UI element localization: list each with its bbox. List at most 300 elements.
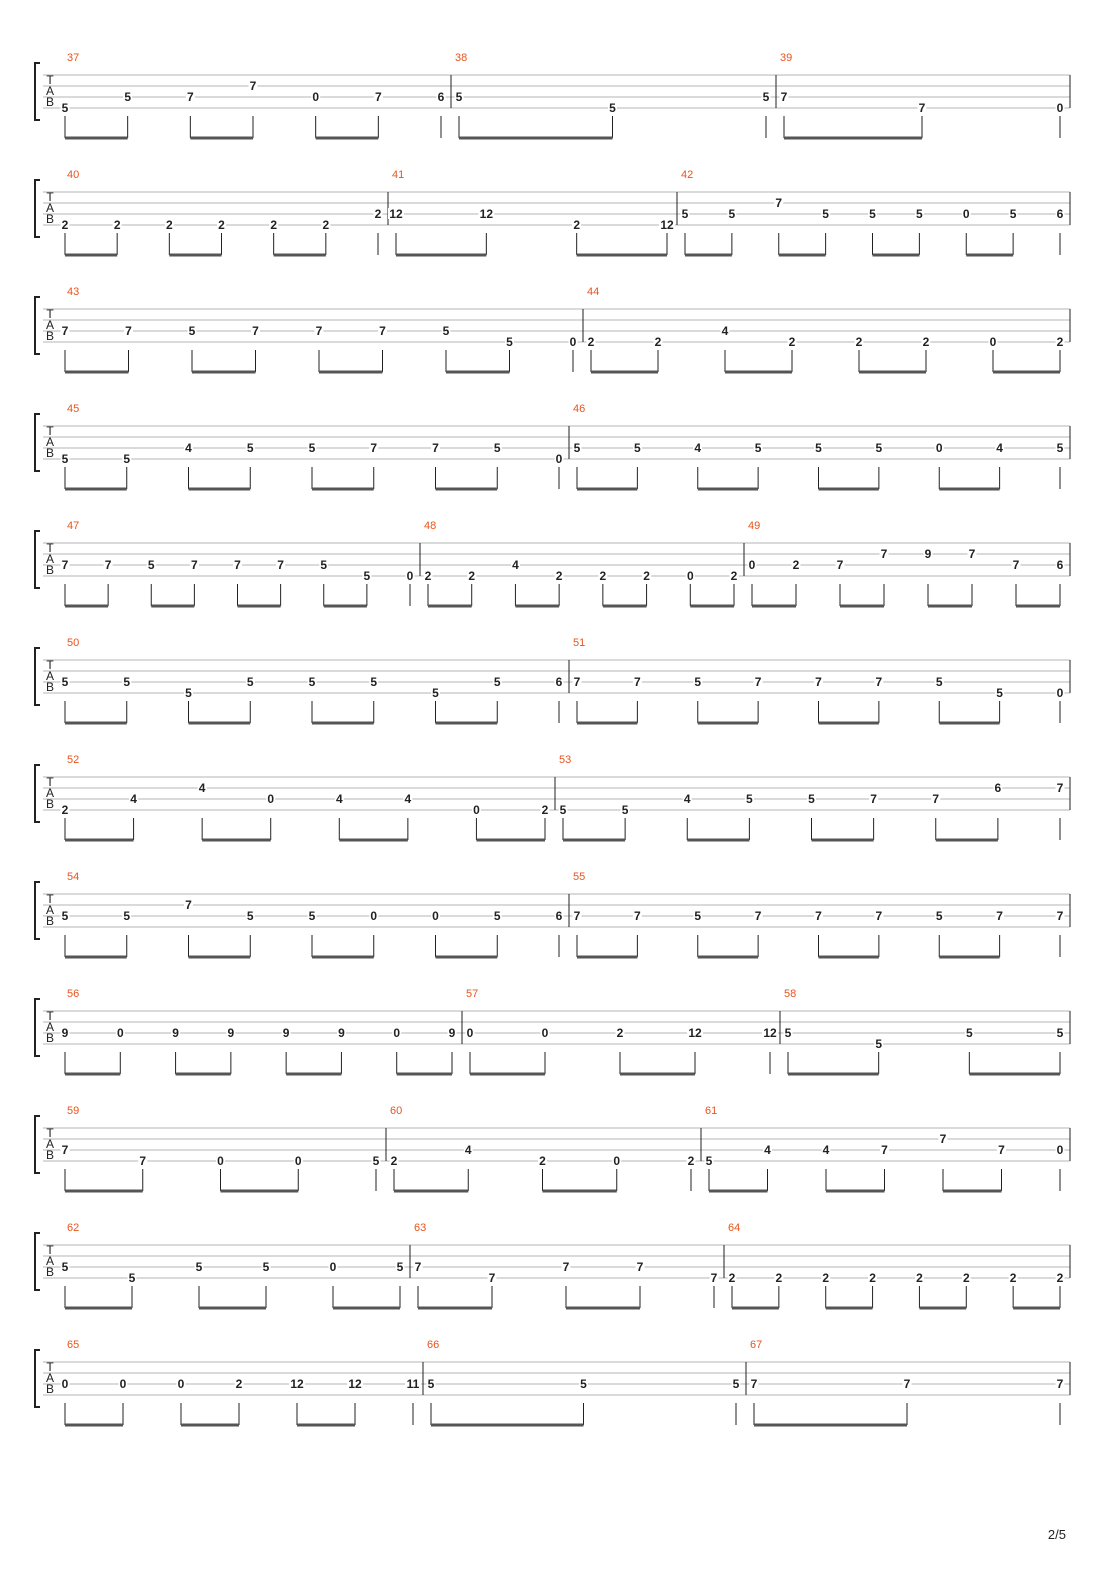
fret-number: 7: [104, 558, 112, 572]
fret-number: 2: [573, 218, 581, 232]
measure-number: 62: [67, 1222, 80, 1234]
fret-number: 5: [746, 792, 753, 806]
fret-number: 7: [61, 558, 69, 572]
tab-clef-letter: B: [45, 212, 55, 226]
measure-number: 55: [573, 871, 586, 883]
measure: [414, 1222, 719, 1308]
system-bracket: [35, 531, 40, 588]
fret-number: 0: [393, 1026, 401, 1040]
fret-number: 5: [935, 909, 943, 923]
fret-number: 2: [1056, 335, 1064, 349]
measure-number: 53: [559, 754, 572, 766]
measure: [748, 520, 1065, 606]
fret-number: 0: [473, 803, 480, 817]
fret-number: 5: [762, 90, 770, 104]
measure-number: 40: [67, 169, 80, 181]
measure: [61, 637, 564, 723]
fret-number: 7: [1056, 1377, 1064, 1391]
measure-number: 43: [67, 286, 80, 298]
fret-number: 5: [609, 101, 616, 115]
fret-number: 0: [989, 335, 997, 349]
fret-number: 7: [185, 898, 192, 912]
fret-number: 0: [962, 207, 970, 221]
tab-clef-letter: B: [45, 914, 55, 928]
tab-clef-letter: A: [45, 201, 55, 215]
fret-number: 12: [688, 1026, 702, 1040]
fret-number: 2: [616, 1026, 624, 1040]
fret-number: 2: [424, 569, 432, 583]
fret-number: 0: [1056, 101, 1064, 115]
fret-number: 5: [188, 324, 196, 338]
system-bracket: [35, 1233, 40, 1290]
measure: [573, 403, 1065, 489]
fret-number: 7: [634, 909, 641, 923]
fret-number: 2: [1056, 1271, 1064, 1285]
measure: [61, 988, 457, 1074]
measure-number: 41: [392, 169, 405, 181]
fret-number: 5: [61, 1260, 69, 1274]
system-bracket: [35, 1116, 40, 1173]
fret-number: 0: [267, 792, 275, 806]
measure: [780, 52, 1065, 138]
fret-number: 7: [968, 547, 976, 561]
measure: [61, 520, 415, 606]
fret-number: 5: [61, 101, 69, 115]
fret-number: 5: [784, 1026, 792, 1040]
fret-number: 7: [191, 558, 198, 572]
fret-number: 7: [939, 1132, 947, 1146]
fret-number: 2: [916, 1271, 923, 1285]
tab-clef-letter: T: [46, 1243, 54, 1257]
fret-number: 5: [427, 1377, 435, 1391]
fret-number: 5: [1056, 441, 1064, 455]
fret-number: 12: [479, 207, 494, 221]
fret-number: 5: [875, 1037, 883, 1051]
fret-number: 2: [61, 803, 69, 817]
fret-number: 5: [147, 558, 155, 572]
tab-clef-letter: B: [45, 1148, 55, 1162]
fret-number: 7: [1056, 781, 1064, 795]
fret-number: 2: [792, 558, 800, 572]
fret-number: 7: [875, 675, 883, 689]
measure-number: 58: [784, 988, 797, 1000]
measure-number: 47: [67, 520, 80, 532]
measure-number: 52: [67, 754, 80, 766]
tab-clef-letter: A: [45, 1254, 55, 1268]
system-bracket: [35, 180, 40, 237]
tab-clef-letter: A: [45, 1371, 55, 1385]
tab-system: [35, 169, 1070, 255]
measure-number: 37: [67, 52, 80, 64]
fret-number: 5: [185, 686, 192, 700]
fret-number: 7: [710, 1271, 718, 1285]
fret-number: 5: [996, 686, 1003, 700]
measure-number: 50: [67, 637, 80, 649]
tab-clef-letter: B: [45, 1265, 55, 1279]
fret-number: 5: [493, 909, 501, 923]
fret-number: 2: [922, 335, 930, 349]
fret-number: 7: [488, 1271, 496, 1285]
fret-number: 2: [61, 218, 69, 232]
measure: [681, 169, 1065, 255]
tab-system: [35, 403, 1070, 489]
system-bracket: [35, 1350, 40, 1407]
measure-number: 45: [67, 403, 80, 415]
tab-clef-letter: T: [46, 190, 54, 204]
tab-clef-letter: T: [46, 1009, 54, 1023]
fret-number: 2: [599, 569, 607, 583]
tab-clef-letter: B: [45, 329, 55, 343]
fret-number: 7: [775, 196, 783, 210]
fret-number: 2: [654, 335, 662, 349]
fret-number: 7: [315, 324, 323, 338]
fret-number: 5: [308, 909, 316, 923]
tab-clef-letter: T: [46, 424, 54, 438]
measure: [705, 1105, 1065, 1191]
fret-number: 0: [935, 441, 943, 455]
fret-number: 0: [177, 1377, 185, 1391]
fret-number: 9: [924, 547, 932, 561]
fret-number: 7: [432, 441, 439, 455]
fret-number: 5: [320, 558, 328, 572]
measure: [427, 1339, 741, 1425]
fret-number: 5: [372, 1154, 380, 1168]
measure: [750, 1339, 1065, 1425]
fret-number: 5: [573, 441, 581, 455]
tab-clef-letter: A: [45, 903, 55, 917]
measure-number: 42: [681, 169, 694, 181]
fret-number: 5: [128, 1271, 136, 1285]
tab-clef-letter: T: [46, 658, 54, 672]
measure-number: 64: [728, 1222, 741, 1234]
tab-clef-letter: T: [46, 1360, 54, 1374]
measure: [388, 169, 675, 255]
fret-number: 7: [815, 675, 822, 689]
tab-clef-letter: B: [45, 95, 55, 109]
fret-number: 4: [764, 1143, 771, 1157]
system-bracket: [35, 765, 40, 822]
fret-number: 5: [815, 441, 822, 455]
fret-number: 5: [935, 675, 943, 689]
fret-number: 7: [996, 909, 1003, 923]
fret-number: 4: [694, 441, 702, 455]
fret-number: 0: [406, 569, 414, 583]
fret-number: 5: [732, 1377, 740, 1391]
fret-number: 7: [252, 324, 259, 338]
fret-number: 0: [748, 558, 756, 572]
fret-number: 9: [172, 1026, 179, 1040]
tab-clef-letter: B: [45, 563, 55, 577]
measure: [61, 1339, 422, 1425]
fret-number: 5: [621, 803, 629, 817]
fret-number: 5: [506, 335, 513, 349]
fret-number: 5: [123, 675, 131, 689]
page-number: 2/5: [1047, 1527, 1066, 1542]
fret-number: 6: [437, 90, 445, 104]
fret-number: 0: [686, 569, 694, 583]
fret-number: 9: [227, 1026, 235, 1040]
measure-number: 67: [750, 1339, 763, 1351]
fret-number: 5: [694, 675, 702, 689]
measure-number: 59: [67, 1105, 80, 1117]
measure: [390, 1105, 696, 1191]
fret-number: 0: [569, 335, 577, 349]
fret-number: 5: [124, 90, 132, 104]
fret-number: 5: [61, 909, 69, 923]
fret-number: 12: [290, 1377, 304, 1391]
tab-clef-letter: A: [45, 1020, 55, 1034]
fret-number: 7: [573, 909, 581, 923]
fret-number: 7: [249, 79, 257, 93]
fret-number: 5: [455, 90, 463, 104]
fret-number: 7: [1012, 558, 1020, 572]
fret-number: 2: [374, 207, 382, 221]
fret-number: 2: [788, 335, 796, 349]
tab-clef-letter: A: [45, 786, 55, 800]
fret-number: 5: [308, 441, 316, 455]
fret-number: 2: [539, 1154, 546, 1168]
measure: [573, 871, 1065, 957]
fret-number: 5: [754, 441, 762, 455]
fret-number: 2: [730, 569, 738, 583]
fret-number: 0: [1056, 1143, 1064, 1157]
fret-number: 5: [370, 675, 378, 689]
fret-number: 0: [329, 1260, 337, 1274]
fret-number: 4: [721, 324, 729, 338]
fret-number: 6: [555, 909, 563, 923]
fret-number: 6: [1056, 558, 1064, 572]
measure: [61, 754, 550, 840]
system-bracket: [35, 999, 40, 1056]
tab-system: [35, 520, 1070, 606]
fret-number: 5: [246, 675, 254, 689]
fret-number: 2: [822, 1271, 830, 1285]
fret-number: 7: [634, 675, 641, 689]
measure-number: 39: [780, 52, 793, 64]
fret-number: 5: [246, 909, 254, 923]
fret-number: 2: [390, 1154, 398, 1168]
fret-number: 5: [705, 1154, 713, 1168]
tab-system: [35, 1222, 1070, 1308]
fret-number: 7: [881, 1143, 888, 1157]
fret-number: 4: [185, 441, 192, 455]
fret-number: 12: [348, 1377, 362, 1391]
fret-number: 5: [808, 792, 815, 806]
tab-clef-letter: B: [45, 446, 55, 460]
measure-number: 61: [705, 1105, 718, 1117]
fret-number: 0: [312, 90, 320, 104]
measure-number: 60: [390, 1105, 403, 1117]
measure: [784, 988, 1065, 1074]
fret-number: 11: [406, 1377, 420, 1391]
tab-clef-letter: T: [46, 541, 54, 555]
measure-number: 49: [748, 520, 761, 532]
tab-system: [35, 871, 1070, 957]
fret-number: 0: [294, 1154, 302, 1168]
measure-number: 63: [414, 1222, 427, 1234]
fret-number: 7: [186, 90, 194, 104]
fret-number: 7: [870, 792, 877, 806]
fret-number: 0: [370, 909, 378, 923]
fret-number: 5: [61, 452, 69, 466]
fret-number: 7: [562, 1260, 570, 1274]
fret-number: 5: [493, 441, 501, 455]
measure-number: 66: [427, 1339, 440, 1351]
fret-number: 0: [217, 1154, 224, 1168]
fret-number: 7: [754, 909, 762, 923]
fret-number: 5: [262, 1260, 270, 1274]
fret-number: 4: [404, 792, 412, 806]
fret-number: 4: [198, 781, 206, 795]
tab-clef-letter: T: [46, 775, 54, 789]
tab-clef-letter: A: [45, 84, 55, 98]
fret-number: 5: [681, 207, 689, 221]
measure: [466, 988, 779, 1074]
tab-clef-letter: A: [45, 318, 55, 332]
fret-number: 12: [660, 218, 674, 232]
fret-number: 5: [363, 569, 371, 583]
fret-number: 9: [448, 1026, 456, 1040]
fret-number: 7: [61, 1143, 69, 1157]
measure: [559, 754, 1065, 840]
measure-number: 46: [573, 403, 586, 415]
tab-clef-letter: A: [45, 552, 55, 566]
fret-number: 5: [308, 675, 316, 689]
fret-number: 0: [119, 1377, 127, 1391]
measure-number: 44: [587, 286, 600, 298]
tab-clef-letter: A: [45, 1137, 55, 1151]
measure: [61, 169, 383, 255]
fret-number: 2: [113, 218, 121, 232]
tab-clef-letter: T: [46, 73, 54, 87]
fret-number: 2: [270, 218, 278, 232]
fret-number: 6: [555, 675, 563, 689]
fret-number: 5: [694, 909, 702, 923]
fret-number: 5: [432, 686, 439, 700]
measure: [728, 1222, 1065, 1308]
tab-system: [35, 1339, 1070, 1425]
fret-number: 5: [123, 909, 131, 923]
tab-clef-letter: B: [45, 797, 55, 811]
fret-number: 2: [1009, 1271, 1017, 1285]
system-bracket: [35, 414, 40, 471]
fret-number: 0: [555, 452, 563, 466]
fret-number: 4: [683, 792, 691, 806]
fret-number: 5: [493, 675, 501, 689]
fret-number: 9: [61, 1026, 69, 1040]
fret-number: 7: [815, 909, 822, 923]
fret-number: 2: [687, 1154, 695, 1168]
tab-clef-letter: T: [46, 1126, 54, 1140]
tab-system: [35, 52, 1070, 138]
fret-number: 2: [235, 1377, 243, 1391]
fret-number: 5: [123, 452, 131, 466]
fret-number: 12: [763, 1026, 777, 1040]
fret-number: 5: [1009, 207, 1017, 221]
fret-number: 0: [1056, 686, 1064, 700]
measure-number: 65: [67, 1339, 80, 1351]
fret-number: 5: [580, 1377, 587, 1391]
measure: [61, 1105, 381, 1191]
measure-number: 38: [455, 52, 468, 64]
measure: [61, 1222, 405, 1308]
fret-number: 5: [869, 207, 876, 221]
fret-number: 7: [234, 558, 241, 572]
fret-number: 7: [932, 792, 940, 806]
fret-number: 7: [573, 675, 581, 689]
tab-clef-letter: B: [45, 680, 55, 694]
measure-number: 48: [424, 520, 437, 532]
fret-number: 2: [855, 335, 863, 349]
measure: [587, 286, 1065, 372]
fret-number: 7: [998, 1143, 1005, 1157]
fret-number: 5: [728, 207, 736, 221]
tab-system: [35, 637, 1070, 723]
fret-number: 0: [613, 1154, 621, 1168]
fret-number: 2: [555, 569, 563, 583]
fret-number: 0: [466, 1026, 474, 1040]
fret-number: 7: [903, 1377, 911, 1391]
fret-number: 5: [965, 1026, 973, 1040]
fret-number: 5: [559, 803, 567, 817]
fret-number: 9: [282, 1026, 290, 1040]
system-bracket: [35, 297, 40, 354]
tab-clef-letter: T: [46, 892, 54, 906]
fret-number: 2: [322, 218, 330, 232]
fret-number: 2: [587, 335, 595, 349]
tab-clef-letter: A: [45, 435, 55, 449]
system-bracket: [35, 63, 40, 120]
fret-number: 2: [962, 1271, 970, 1285]
tab-system: [35, 286, 1070, 372]
fret-number: 2: [165, 218, 173, 232]
fret-number: 0: [116, 1026, 124, 1040]
measure-number: 51: [573, 637, 586, 649]
fret-number: 4: [822, 1143, 830, 1157]
fret-number: 7: [414, 1260, 422, 1274]
fret-number: 7: [875, 909, 883, 923]
fret-number: 7: [750, 1377, 758, 1391]
fret-number: 5: [875, 441, 883, 455]
tab-system: [35, 1105, 1070, 1191]
measure-number: 56: [67, 988, 80, 1000]
measure: [455, 52, 771, 138]
fret-number: 7: [636, 1260, 644, 1274]
measure: [61, 871, 564, 957]
fret-number: 2: [541, 803, 549, 817]
fret-number: 7: [379, 324, 386, 338]
fret-number: 7: [277, 558, 284, 572]
fret-number: 5: [822, 207, 829, 221]
fret-number: 4: [996, 441, 1003, 455]
fret-number: 2: [643, 569, 650, 583]
measure: [573, 637, 1065, 723]
fret-number: 5: [61, 675, 69, 689]
fret-number: 6: [994, 781, 1002, 795]
tab-system: [35, 754, 1070, 840]
fret-number: 5: [195, 1260, 203, 1274]
measure-number: 57: [466, 988, 479, 1000]
fret-number: 4: [512, 558, 519, 572]
fret-number: 5: [396, 1260, 404, 1274]
fret-number: 7: [370, 441, 378, 455]
measure-number: 54: [67, 871, 80, 883]
fret-number: 4: [130, 792, 137, 806]
tab-clef-letter: T: [46, 307, 54, 321]
fret-number: 7: [139, 1154, 147, 1168]
fret-number: 4: [464, 1143, 472, 1157]
fret-number: 2: [468, 569, 476, 583]
